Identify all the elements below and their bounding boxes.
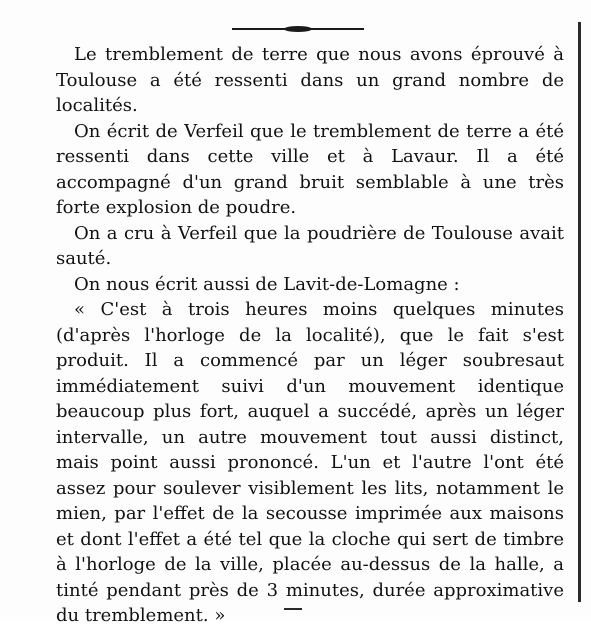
top-ornamental-rule	[232, 28, 364, 30]
article-body	[56, 42, 564, 629]
paragraph-verfeil: On écrit de Verfeil que le tremblement de terre a été ressenti dans cette ville et à Lavaur. Il a été accompagné d'un grand bruit semblable à une très forte explosion de poudre.	[56, 120, 564, 218]
paragraph-poudriere: On a cru à Verfeil que la poudrière de Toulouse avait sauté.	[56, 222, 564, 269]
bottom-rule	[284, 608, 302, 610]
column-edge-line	[578, 22, 581, 602]
paragraph-lavit-intro: On nous écrit aussi de Lavit-de-Lomagne :	[74, 273, 460, 295]
paragraph-toulouse: Le tremblement de terre que nous avons éprouvé à Toulouse a été ressenti dans un grand nombre de localités.	[56, 44, 564, 116]
paragraph-lavit-quote: « C'est à trois heures moins quelques minutes (d'après l'horloge de la localité), que le fait s'est produit. Il a commencé par un léger soubresaut immédiatement suivi d'un mouvement identique beaucoup plus fort, auquel a succédé, après un léger intervalle, un autre mouvement tout aussi distinct, mais point aussi prononcé. L'un et l'autre l'ont été assez pour soulever visiblement les lits, notamment le mien, par l'effet de la secousse imprimée aux maisons et dont l'effet a été tel que la cloche qui sert de timbre à l'horloge de la ville, placée au-dessus de la halle, a tinté pendant près de 3 minutes, durée approximative du tremblement. »	[56, 299, 564, 626]
